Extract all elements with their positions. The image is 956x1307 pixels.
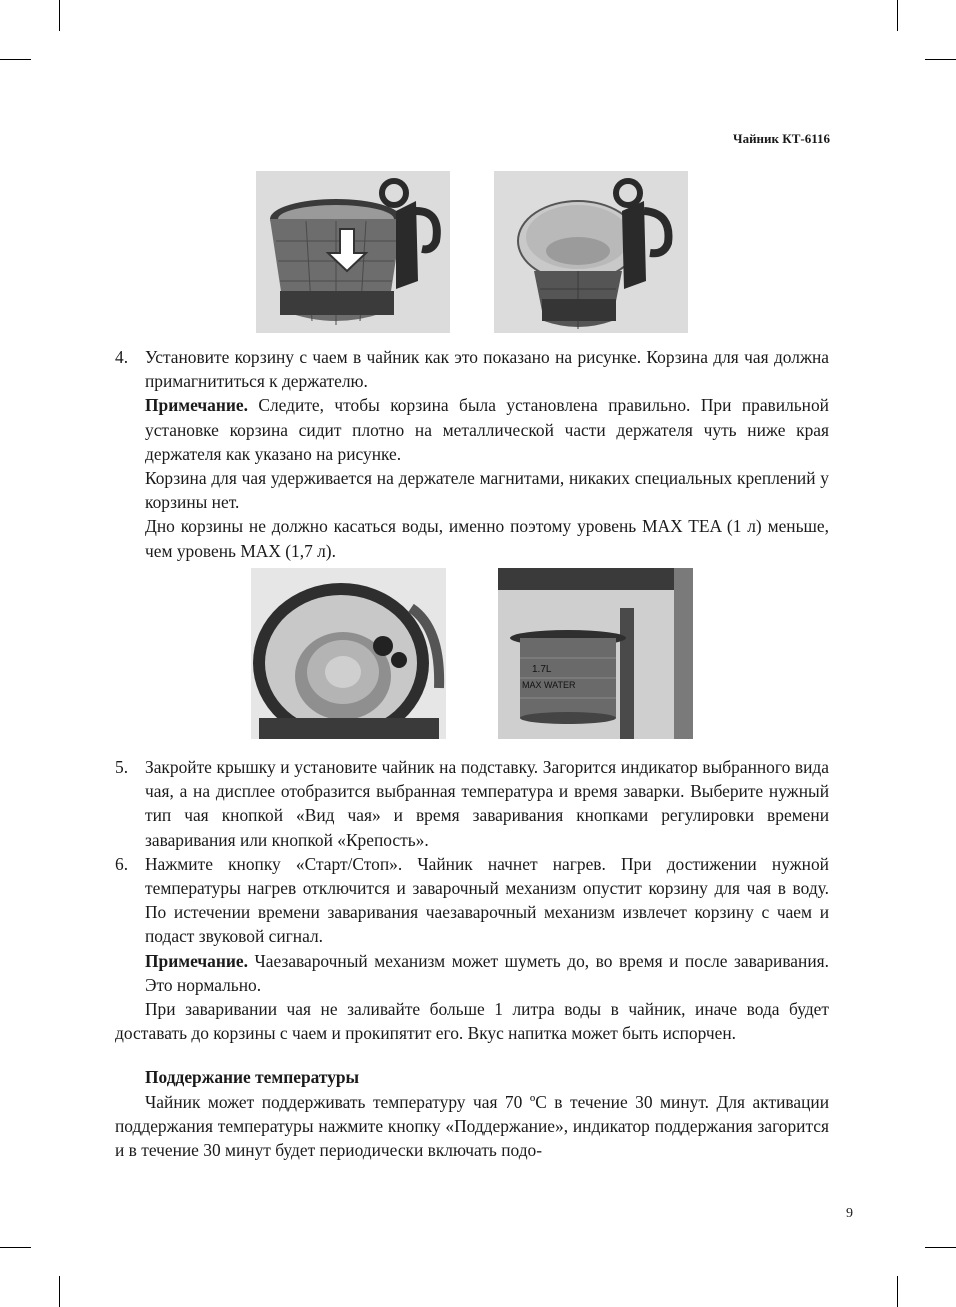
basket-with-lid-photo [494, 171, 688, 333]
step-5-number: 5. [115, 757, 129, 777]
scale-label-2: MAX WATER [522, 680, 576, 690]
basket-in-kettle-side-view-photo [498, 568, 693, 739]
section-title: Поддержание температуры [145, 1067, 360, 1088]
page-number: 9 [846, 1206, 853, 1221]
step-4-para3: Дно корзины не должно касаться воды, именно поэтому уровень MAX TEA (1 л) меньше, чем уровень MAX (1,7 л). [145, 516, 829, 561]
crop-mark [0, 1247, 31, 1248]
page-header: Чайник КТ-6116 [733, 131, 830, 146]
warning-paragraph: При заваривании чая не заливайте больше 1 литра воды в чайник, иначе вода будет доставать до корзины с чаем и прокипятит его. Вкус напитка может быть испорчен. [115, 999, 829, 1044]
step-4-number: 4. [115, 347, 129, 367]
crop-mark [0, 59, 31, 60]
section-text: Чайник может поддерживать температуру чая 70 ºС в течение 30 минут. Для активации поддержания температуры нажмите кнопку «Поддержание», индикатор поддержания загорится и в течение 30 минут будет периодически включать подо- [115, 1091, 829, 1161]
basket-with-arrow-photo [256, 171, 450, 333]
crop-mark [897, 0, 898, 31]
step-4-para2: Корзина для чая удерживается на держателе магнитами, никаких специальных креплений у корзины нет. [145, 468, 829, 513]
step-6 [115, 852, 829, 949]
crop-mark [59, 1276, 60, 1307]
crop-mark [59, 0, 60, 31]
crop-mark [925, 59, 956, 60]
basket-in-kettle-top-view-photo [251, 568, 446, 739]
step-6-note [115, 949, 829, 997]
crop-mark [925, 1247, 956, 1248]
note-label: Примечание. [145, 950, 248, 971]
crop-mark [897, 1276, 898, 1307]
step-6-text: Нажмите кнопку «Старт/Стоп». Чайник начнет нагрев. При достижении нужной температуры нагрев отключится и заварочный механизм опустит корзину для чая в воду. По истечении времени заваривания чаезаварочный механизм извлечет корзину с чаем и подаст звуковой сигнал. [145, 853, 829, 947]
note-text: Следите, чтобы корзина была установлена правильно. При правильной установке корзина сидит плотно на металлической части держателя чуть ниже края держателя как указано на рисунке. [145, 395, 829, 464]
step-4 [115, 345, 829, 393]
step-4-note [115, 393, 829, 466]
step-4-text: Установите корзину с чаем в чайник как это показано на рисунке. Корзина для чая должна примагнититься к держателю. [145, 347, 829, 392]
step-5 [115, 755, 829, 852]
note-text: Чаезаварочный механизм может шуметь до, во время и после заваривания. Это нормально. [145, 950, 829, 995]
scale-label-1: 1.7L [532, 664, 552, 675]
step-6-number: 6. [115, 853, 129, 874]
note-label: Примечание. [145, 395, 248, 416]
step-5-text: Закройте крышку и установите чайник на подставку. Загорится индикатор выбранного вида чая, а на дисплее отобразится выбранная температура и время заварки. Выберите нужный тип чая кнопкой «Вид чая» и время заваривания кнопками регулировки времени заваривания или кнопкой «Крепость». [145, 757, 829, 850]
